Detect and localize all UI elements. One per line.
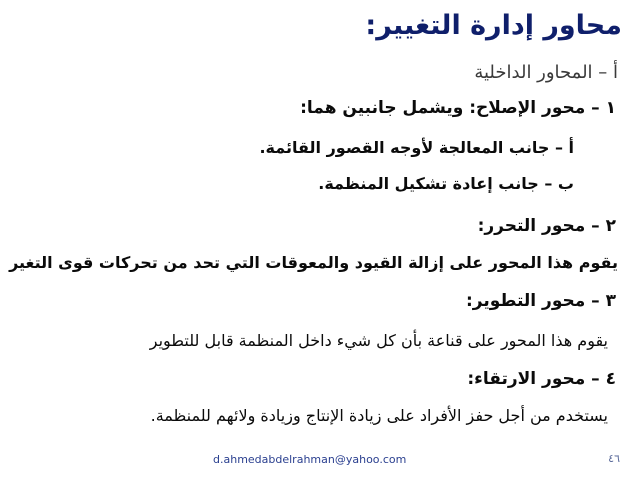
reform-point-b: ب – جانب إعادة تشكيل المنظمة. — [318, 174, 574, 193]
advancement-description: يستخدم من أجل حفز الأفراد على زيادة الإنتاج وزيادة ولائهم للمنظمة. — [150, 406, 608, 425]
development-description: يقوم هذا المحور على قناعة بأن كل شيء داخل المنظمة قابل للتطوير — [149, 331, 608, 350]
axis-reform-heading: ١ – محور الإصلاح: ويشمل جانبين هما: — [300, 98, 616, 118]
axis-liberation-heading: ٢ – محور التحرر: — [477, 216, 616, 236]
reform-point-a: أ – جانب المعالجة لأوجه القصور القائمة. — [259, 138, 574, 157]
axis-development-heading: ٣ – محور التطوير: — [466, 291, 616, 311]
footer-email: d.ahmedabdelrahman@yahoo.com — [213, 453, 407, 466]
page-number: ٤٦ — [608, 452, 620, 465]
axis-advancement-heading: ٤ – محور الارتقاء: — [467, 369, 616, 389]
slide-title: محاور إدارة التغيير: — [365, 10, 622, 41]
section-heading: أ – المحاور الداخلية — [474, 62, 618, 83]
liberation-description: يقوم هذا المحور على إزالة القيود والمعوقات التي تحد من تحركات قوى التغير — [9, 253, 618, 272]
